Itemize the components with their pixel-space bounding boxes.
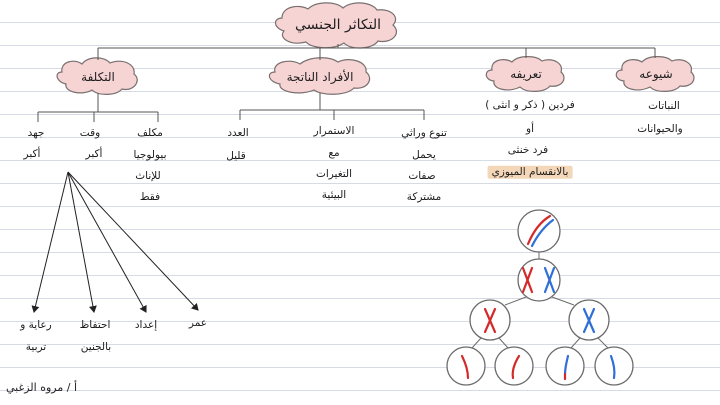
- prep-label: إعداد: [134, 318, 158, 331]
- prevalence-title: شيوعه: [639, 67, 673, 81]
- continuity-line4: البيئية: [321, 188, 347, 201]
- definition-meiosis: بالانقسام الميوزي: [488, 166, 573, 179]
- cost-bio-line4: فقط: [139, 190, 161, 203]
- parent-cell: [518, 210, 560, 252]
- arrow-keep: [68, 172, 94, 312]
- link-right-g3: [571, 338, 580, 348]
- cost-effort-line1: جهد: [27, 126, 45, 139]
- care-line1: رعاية و: [20, 318, 52, 331]
- link-left-g1: [472, 338, 481, 348]
- cost-title: التكلفة: [81, 70, 115, 84]
- link-m1-right: [552, 297, 574, 305]
- arrow-care: [34, 172, 68, 312]
- definition-two-parents: فردين ( ذكر و انثى ): [485, 98, 575, 111]
- variation-line4: مشتركة: [406, 190, 442, 203]
- root-title: التكاثر الجنسي: [294, 17, 382, 33]
- count-line1: العدد: [227, 126, 249, 139]
- care-line2: تربية: [25, 340, 47, 353]
- cost-bio-line1: مكلف: [137, 126, 163, 139]
- definition-or: أو: [526, 122, 534, 135]
- variation-line1: تنوع وراثي: [401, 126, 447, 139]
- link-m1-left: [505, 297, 526, 305]
- cost-time-line2: أكبر: [85, 147, 103, 160]
- definition-title: تعريفه: [510, 67, 542, 81]
- age-label: عمر: [188, 316, 208, 329]
- variation-line2: يحمل: [412, 148, 436, 161]
- prevalence-plants: النباتات: [648, 99, 680, 112]
- keep-line2: بالجنين: [80, 340, 112, 353]
- link-left-g2: [499, 338, 508, 348]
- prevalence-animals: والحيوانات: [637, 122, 683, 135]
- offspring-title: الأفراد الناتجة: [286, 70, 354, 84]
- meiosis-diagram: [447, 210, 633, 385]
- variation-line3: صفات: [408, 169, 436, 182]
- cost-bio-line2: بيولوجيا: [133, 148, 167, 161]
- link-right-g4: [598, 338, 608, 348]
- definition-hermaphrodite: فرد خنثى: [507, 143, 549, 156]
- cost-bio-line3: للإناث: [135, 169, 161, 182]
- meiosis-1-cell: [518, 259, 560, 301]
- continuity-line2: مع: [328, 146, 340, 159]
- keep-line1: احتفاظ: [79, 318, 111, 331]
- count-line2: قليل: [226, 149, 246, 162]
- cost-time-line1: وقت: [79, 126, 101, 139]
- continuity-line3: التغيرات: [315, 167, 353, 180]
- cost-effort-line2: أكبر: [23, 147, 41, 160]
- continuity-line1: الاستمرار: [313, 124, 355, 137]
- author-credit: أ / مروه الزغبي: [6, 381, 78, 394]
